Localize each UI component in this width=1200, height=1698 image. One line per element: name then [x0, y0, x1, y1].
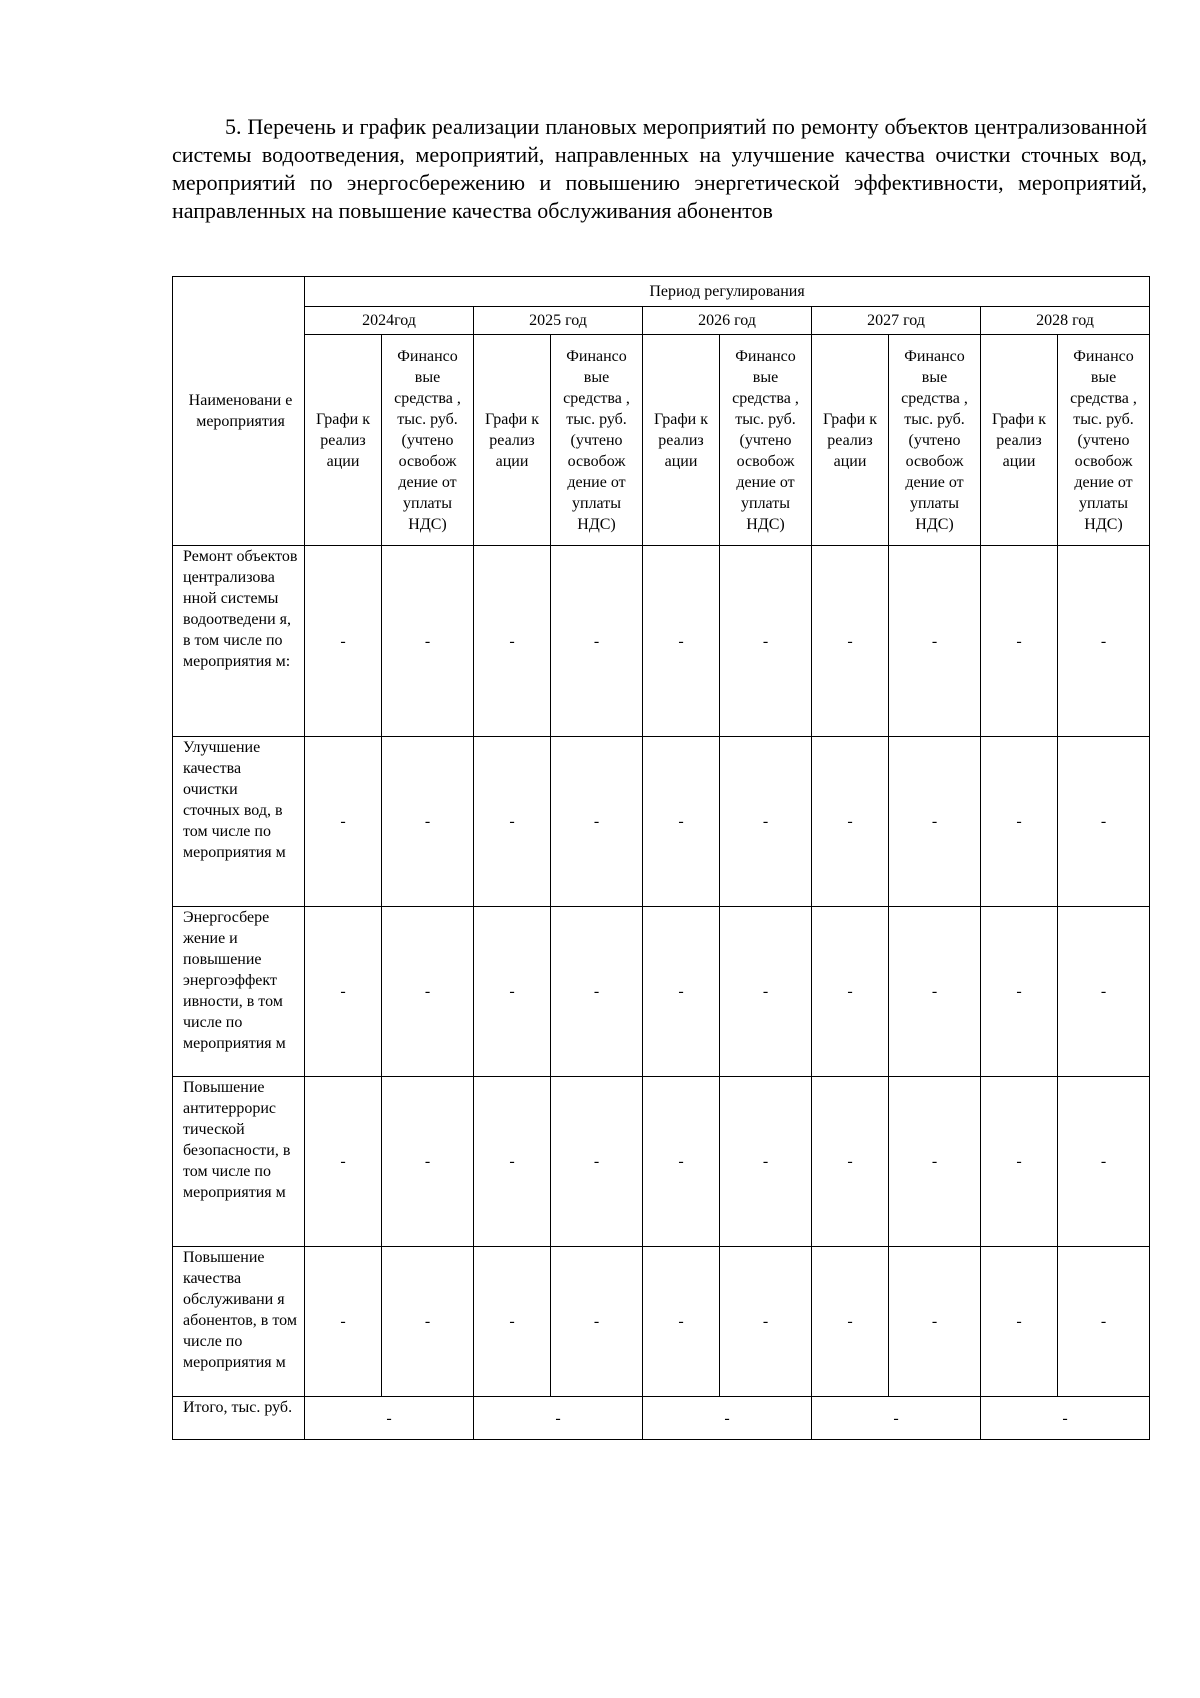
schedule-column-header: Графи к реализ ации: [643, 335, 720, 546]
year-header: 2028 год: [981, 307, 1150, 335]
total-label: Итого, тыс. руб.: [173, 1397, 305, 1440]
total-row: [173, 1397, 1150, 1440]
table-cell: -: [643, 907, 720, 1077]
table-cell: -: [812, 1247, 889, 1397]
finance-column-header: Финансо вые средства , тыс. руб. (учтено освобож дение от уплаты НДС): [551, 335, 643, 546]
table-cell: -: [812, 907, 889, 1077]
activity-name: Повышение антитеррорис тической безопасности, в том числе по мероприятия м: [173, 1077, 305, 1247]
table-cell: -: [981, 907, 1058, 1077]
table-cell: -: [889, 737, 981, 907]
table-cell: -: [474, 1077, 551, 1247]
table-cell: -: [889, 1077, 981, 1247]
finance-column-header: Финансо вые средства , тыс. руб. (учтено освобож дение от уплаты НДС): [1058, 335, 1150, 546]
total-cell: -: [812, 1397, 981, 1440]
period-header: Период регулирования: [305, 277, 1150, 307]
year-header: 2027 год: [812, 307, 981, 335]
table-cell: -: [1058, 1247, 1150, 1397]
schedule-column-header: Графи к реализ ации: [305, 335, 382, 546]
table-cell: -: [981, 546, 1058, 737]
table-row: [173, 1247, 1150, 1397]
table-cell: -: [643, 1247, 720, 1397]
table-cell: -: [981, 1247, 1058, 1397]
schedule-column-header: Графи к реализ ации: [981, 335, 1058, 546]
table-cell: -: [474, 1247, 551, 1397]
activities-table: [172, 276, 1150, 1440]
table-cell: -: [305, 737, 382, 907]
finance-column-header: Финансо вые средства , тыс. руб. (учтено освобож дение от уплаты НДС): [382, 335, 474, 546]
table-cell: -: [551, 907, 643, 1077]
activity-name: Улучшение качества очистки сточных вод, в том числе по мероприятия м: [173, 737, 305, 907]
table-cell: -: [643, 1077, 720, 1247]
total-cell: -: [474, 1397, 643, 1440]
total-cell: -: [643, 1397, 812, 1440]
table-cell: -: [382, 907, 474, 1077]
table-cell: -: [1058, 1077, 1150, 1247]
table-cell: -: [812, 737, 889, 907]
table-cell: -: [889, 546, 981, 737]
table-cell: -: [305, 907, 382, 1077]
table-cell: -: [720, 907, 812, 1077]
table-cell: -: [812, 1077, 889, 1247]
table-row: [173, 907, 1150, 1077]
activity-name: Энергосбере жение и повышение энергоэффект ивности, в том числе по мероприятия м: [173, 907, 305, 1077]
table-cell: -: [551, 1247, 643, 1397]
table-cell: -: [720, 1077, 812, 1247]
year-header: 2024год: [305, 307, 474, 335]
table-cell: -: [551, 1077, 643, 1247]
table-cell: -: [643, 737, 720, 907]
schedule-column-header: Графи к реализ ации: [812, 335, 889, 546]
table-cell: -: [382, 546, 474, 737]
table-cell: -: [1058, 546, 1150, 737]
table-cell: -: [981, 737, 1058, 907]
table-cell: -: [305, 546, 382, 737]
table-cell: -: [382, 1247, 474, 1397]
finance-column-header: Финансо вые средства , тыс. руб. (учтено освобож дение от уплаты НДС): [889, 335, 981, 546]
table-row: [173, 1077, 1150, 1247]
table-cell: -: [1058, 907, 1150, 1077]
table-cell: -: [720, 1247, 812, 1397]
year-header: 2026 год: [643, 307, 812, 335]
total-cell: -: [981, 1397, 1150, 1440]
section-heading: 5. Перечень и график реализации плановых мероприятий по ремонту объектов централизованной системы водоотведения, мероприятий, направленных на улучшение качества очистки сточных вод, мероприятий по энергосбережению и повышению энергетической эффективности, мероприятий, направленных на повышение качества обслуживания абонентов: [172, 114, 1147, 223]
table-cell: -: [382, 1077, 474, 1247]
schedule-column-header: Графи к реализ ации: [474, 335, 551, 546]
table-cell: -: [474, 907, 551, 1077]
table-cell: -: [382, 737, 474, 907]
table-cell: -: [305, 1247, 382, 1397]
table-cell: -: [1058, 737, 1150, 907]
activity-name: Ремонт объектов централизова нной системы водоотведени я, в том числе по мероприятия м:: [173, 546, 305, 737]
finance-column-header: Финансо вые средства , тыс. руб. (учтено освобож дение от уплаты НДС): [720, 335, 812, 546]
table-row: [173, 737, 1150, 907]
name-column-header: Наименовани е мероприятия: [173, 277, 305, 546]
table-cell: -: [889, 907, 981, 1077]
table-row: [173, 546, 1150, 737]
table-cell: -: [474, 546, 551, 737]
table-cell: -: [305, 1077, 382, 1247]
table-cell: -: [720, 737, 812, 907]
table-cell: -: [643, 546, 720, 737]
table-cell: -: [551, 546, 643, 737]
table-cell: -: [720, 546, 812, 737]
table-cell: -: [474, 737, 551, 907]
table-cell: -: [889, 1247, 981, 1397]
activity-name: Повышение качества обслуживани я абонентов, в том числе по мероприятия м: [173, 1247, 305, 1397]
table-cell: -: [812, 546, 889, 737]
total-cell: -: [305, 1397, 474, 1440]
table-cell: -: [981, 1077, 1058, 1247]
table-cell: -: [551, 737, 643, 907]
year-header: 2025 год: [474, 307, 643, 335]
